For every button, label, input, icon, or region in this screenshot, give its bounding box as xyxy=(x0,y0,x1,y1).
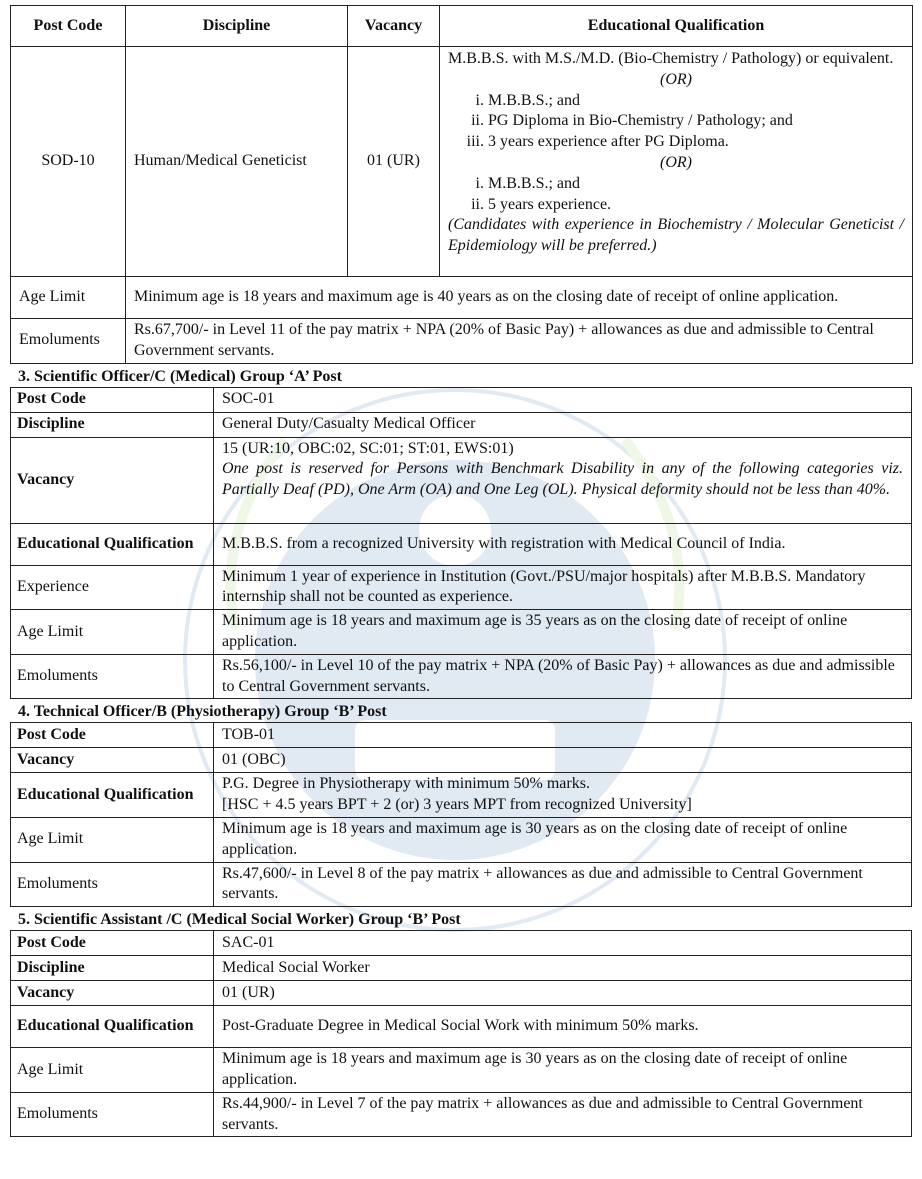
post-code-value: SOC-01 xyxy=(214,387,912,412)
emoluments-value: Rs.56,100/- in Level 10 of the pay matrix + NPA (20% of Basic Pay) + allowances as due and admissible to Central Government servants. xyxy=(214,654,912,699)
table-header-row xyxy=(11,6,913,47)
discipline-value: Medical Social Worker xyxy=(214,956,912,981)
educational-qualification-value xyxy=(214,773,912,818)
emoluments-label: Emoluments xyxy=(11,1092,214,1137)
qualification-line-1: P.G. Degree in Physiotherapy with minimum 50% marks. xyxy=(222,775,590,793)
table-row xyxy=(11,319,913,364)
header-educational-qualification: Educational Qualification xyxy=(440,6,913,47)
option-list-2 xyxy=(448,174,904,216)
discipline-label: Discipline xyxy=(11,956,214,981)
table-soc-01 xyxy=(10,387,912,700)
section-5-title: 5. Scientific Assistant /C (Medical Social Worker) Group ‘B’ Post xyxy=(18,911,461,929)
list-item: iii. 3 years experience after PG Diploma. xyxy=(488,132,904,153)
table-row xyxy=(11,1092,912,1137)
post-code-cell: SOD-10 xyxy=(11,47,126,277)
list-item: i. M.B.B.S.; and xyxy=(488,174,904,195)
discipline-cell: Human/Medical Geneticist xyxy=(126,47,348,277)
educational-qualification-value: Post-Graduate Degree in Medical Social Work with minimum 50% marks. xyxy=(214,1006,912,1048)
emoluments-value: Rs.47,600/- in Level 8 of the pay matrix + allowances as due and admissible to Central Government servants. xyxy=(214,862,912,907)
age-limit-value: Minimum age is 18 years and maximum age is 40 years as on the closing date of receipt of online application. xyxy=(126,277,913,319)
option-list-1 xyxy=(448,91,904,153)
vacancy-note: One post is reserved for Persons with Benchmark Disability in any of the following categories viz. Partially Deaf (PD), One Arm (OA) and One Leg (OL). Physical deformity should not be less than 40%. xyxy=(222,460,903,499)
discipline-label: Discipline xyxy=(11,412,214,437)
emoluments-value: Rs.67,700/- in Level 11 of the pay matrix + NPA (20% of Basic Pay) + allowances as due and admissible to Central Government servants. xyxy=(126,319,913,364)
qualification-intro: M.B.B.S. with M.S./M.D. (Bio-Chemistry / Pathology) or equivalent. xyxy=(448,50,894,67)
table-row xyxy=(11,654,912,699)
age-limit-value: Minimum age is 18 years and maximum age is 35 years as on the closing date of receipt of online application. xyxy=(214,610,912,655)
post-code-value: SAC-01 xyxy=(214,931,912,956)
table-row xyxy=(11,412,912,437)
age-limit-label: Age Limit xyxy=(11,1048,214,1093)
emoluments-label: Emoluments xyxy=(11,654,214,699)
table-row xyxy=(11,1048,912,1093)
table-row xyxy=(11,1006,912,1048)
vacancy-value: 01 (UR) xyxy=(214,981,912,1006)
post-code-label: Post Code xyxy=(11,387,214,412)
post-code-value: TOB-01 xyxy=(214,723,912,748)
header-discipline: Discipline xyxy=(126,6,348,47)
table-row xyxy=(11,773,912,818)
list-item: i. M.B.B.S.; and xyxy=(488,91,904,112)
educational-qualification-label: Educational Qualification xyxy=(11,773,214,818)
list-item: ii. 5 years experience. xyxy=(488,195,904,216)
table-row xyxy=(11,565,912,610)
vacancy-value: 01 (OBC) xyxy=(214,748,912,773)
educational-qualification-label: Educational Qualification xyxy=(11,1006,214,1048)
preference-note: (Candidates with experience in Biochemistry / Molecular Geneticist / Epidemiology will be preferred.) xyxy=(448,216,904,255)
post-code-label: Post Code xyxy=(11,931,214,956)
age-limit-value: Minimum age is 18 years and maximum age is 30 years as on the closing date of receipt of online application. xyxy=(214,1048,912,1093)
age-limit-label: Age Limit xyxy=(11,277,126,319)
vacancy-label: Vacancy xyxy=(11,981,214,1006)
or-separator: (OR) xyxy=(660,70,692,88)
table-sac-01 xyxy=(10,930,912,1137)
list-item: ii. PG Diploma in Bio-Chemistry / Pathology; and xyxy=(488,111,904,132)
emoluments-value: Rs.44,900/- in Level 7 of the pay matrix + allowances as due and admissible to Central Government servants. xyxy=(214,1092,912,1137)
emoluments-label: Emoluments xyxy=(11,862,214,907)
discipline-value: General Duty/Casualty Medical Officer xyxy=(214,412,912,437)
age-limit-label: Age Limit xyxy=(11,817,214,862)
section-4-title: 4. Technical Officer/B (Physiotherapy) Group ‘B’ Post xyxy=(18,703,387,721)
educational-qualification-value: M.B.B.S. from a recognized University with registration with Medical Council of India. xyxy=(214,523,912,565)
table-row xyxy=(11,981,912,1006)
vacancy-cell: 01 (UR) xyxy=(348,47,440,277)
header-vacancy: Vacancy xyxy=(348,6,440,47)
table-row xyxy=(11,931,912,956)
table-row xyxy=(11,748,912,773)
or-separator: (OR) xyxy=(660,153,692,171)
table-row xyxy=(11,817,912,862)
table-row xyxy=(11,387,912,412)
table-tob-01 xyxy=(10,722,912,907)
age-limit-label: Age Limit xyxy=(11,610,214,655)
table-row xyxy=(11,956,912,981)
header-post-code: Post Code xyxy=(11,6,126,47)
experience-label: Experience xyxy=(11,565,214,610)
vacancy-label: Vacancy xyxy=(11,437,214,523)
table-row xyxy=(11,277,913,319)
vacancy-label: Vacancy xyxy=(11,748,214,773)
post-code-label: Post Code xyxy=(11,723,214,748)
vacancy-breakdown: 15 (UR:10, OBC:02, SC:01; ST:01, EWS:01) xyxy=(222,439,514,457)
vacancy-value xyxy=(214,437,912,523)
qualification-cell xyxy=(440,47,913,277)
document-page xyxy=(10,5,912,1137)
educational-qualification-label: Educational Qualification xyxy=(11,523,214,565)
experience-value: Minimum 1 year of experience in Institution (Govt./PSU/major hospitals) after M.B.B.S. Mandatory internship shall not be counted as experience. xyxy=(214,565,912,610)
section-3-title: 3. Scientific Officer/C (Medical) Group ‘A’ Post xyxy=(18,367,342,385)
table-row xyxy=(11,47,913,277)
table-row xyxy=(11,862,912,907)
emoluments-label: Emoluments xyxy=(11,319,126,364)
table-sod-10 xyxy=(10,5,913,364)
table-row xyxy=(11,437,912,523)
age-limit-value: Minimum age is 18 years and maximum age is 30 years as on the closing date of receipt of online application. xyxy=(214,817,912,862)
table-row xyxy=(11,610,912,655)
table-row xyxy=(11,723,912,748)
qualification-line-2: [HSC + 4.5 years BPT + 2 (or) 3 years MPT from recognized University] xyxy=(222,796,692,814)
table-row xyxy=(11,523,912,565)
